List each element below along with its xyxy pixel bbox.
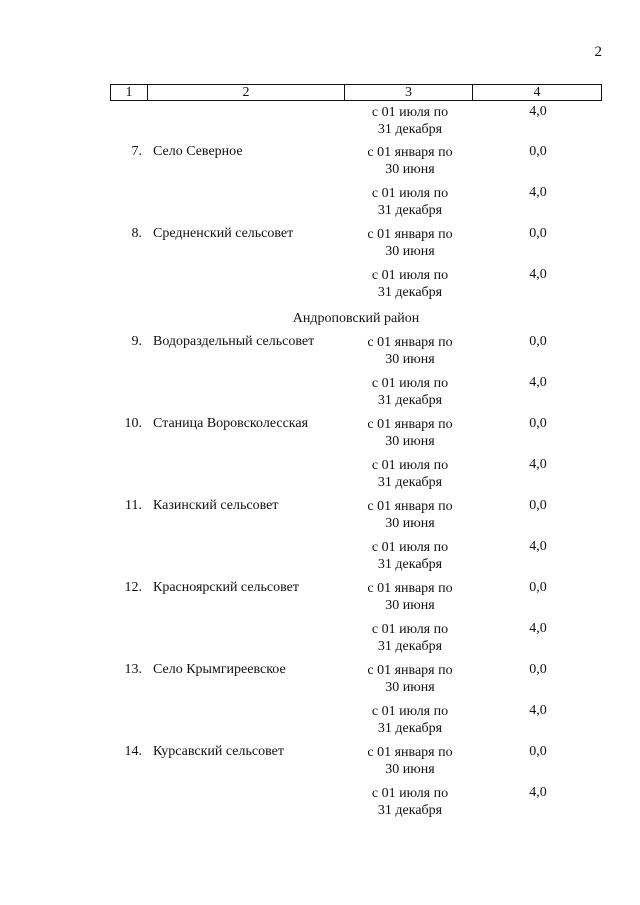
period-line-1: с 01 июля по xyxy=(371,622,449,637)
table-row xyxy=(0,742,640,783)
header-col-3: 3 xyxy=(345,85,473,100)
rate-value: 0,0 xyxy=(529,662,547,677)
period-line-2: 31 декабря xyxy=(377,203,443,218)
period-line-2: 30 июня xyxy=(385,244,435,259)
period-line-1: с 01 января по xyxy=(367,417,453,432)
rate-value: 4,0 xyxy=(529,539,547,554)
period-cell xyxy=(346,744,474,778)
table-row xyxy=(0,183,640,224)
rate-value: 4,0 xyxy=(529,703,547,718)
period-line-2: 31 декабря xyxy=(377,721,443,736)
row-number: 13. xyxy=(124,662,142,677)
period-line-1: с 01 июля по xyxy=(371,704,449,719)
page-number: 2 xyxy=(594,44,602,60)
period-line-2: 31 декабря xyxy=(377,475,443,490)
rate-value: 0,0 xyxy=(529,334,547,349)
settlement-name: Средненский сельсовет xyxy=(153,226,294,241)
period-line-2: 31 декабря xyxy=(377,803,443,818)
row-number: 8. xyxy=(131,226,142,241)
period-line-2: 30 июня xyxy=(385,516,435,531)
period-cell xyxy=(346,104,474,138)
period-line-1: с 01 июля по xyxy=(371,376,449,391)
period-line-1: с 01 июля по xyxy=(371,105,449,120)
row-number: 7. xyxy=(131,144,142,159)
period-line-1: с 01 июля по xyxy=(371,186,449,201)
table-row xyxy=(0,660,640,701)
rate-value: 0,0 xyxy=(529,226,547,241)
table-row xyxy=(0,224,640,265)
table-header xyxy=(110,84,602,101)
rate-value: 0,0 xyxy=(529,144,547,159)
period-line-2: 30 июня xyxy=(385,598,435,613)
period-cell xyxy=(346,703,474,737)
row-number: 11. xyxy=(125,498,142,513)
settlement-name: Казинский сельсовет xyxy=(153,498,279,513)
rate-value: 0,0 xyxy=(529,416,547,431)
row-number: 10. xyxy=(124,416,142,431)
table-row xyxy=(0,496,640,537)
table-row xyxy=(0,619,640,660)
period-cell xyxy=(346,144,474,178)
table-row xyxy=(0,783,640,824)
period-cell xyxy=(346,621,474,655)
period-line-1: с 01 января по xyxy=(367,335,453,350)
table-row xyxy=(0,373,640,414)
period-line-1: с 01 января по xyxy=(367,145,453,160)
table-body xyxy=(0,102,640,824)
period-line-1: с 01 января по xyxy=(367,581,453,596)
table-row xyxy=(0,578,640,619)
settlement-name: Красноярский сельсовет xyxy=(153,580,299,595)
period-cell xyxy=(346,375,474,409)
period-line-1: с 01 июля по xyxy=(371,268,449,283)
table-row xyxy=(0,102,640,142)
period-line-2: 30 июня xyxy=(385,762,435,777)
table-row xyxy=(0,142,640,183)
row-number: 9. xyxy=(131,334,142,349)
rate-value: 0,0 xyxy=(529,744,547,759)
period-cell xyxy=(346,457,474,491)
header-col-2: 2 xyxy=(148,85,345,100)
period-cell xyxy=(346,785,474,819)
period-cell xyxy=(346,580,474,614)
settlement-name: Водораздельный сельсовет xyxy=(153,334,315,349)
settlement-name: Станица Воровсколесская xyxy=(153,416,309,431)
rate-value: 4,0 xyxy=(529,267,547,282)
period-line-2: 31 декабря xyxy=(377,639,443,654)
rate-value: 4,0 xyxy=(529,185,547,200)
table-row xyxy=(0,414,640,455)
period-line-2: 31 декабря xyxy=(377,393,443,408)
header-col-1: 1 xyxy=(111,85,148,100)
period-cell xyxy=(346,539,474,573)
rate-value: 0,0 xyxy=(529,498,547,513)
period-cell xyxy=(346,498,474,532)
period-line-1: с 01 января по xyxy=(367,745,453,760)
header-col-4: 4 xyxy=(533,85,541,100)
rate-value: 4,0 xyxy=(529,621,547,636)
period-line-2: 31 декабря xyxy=(377,557,443,572)
period-line-1: с 01 января по xyxy=(367,499,453,514)
period-line-2: 30 июня xyxy=(385,680,435,695)
table-row xyxy=(0,701,640,742)
period-line-1: с 01 июля по xyxy=(371,540,449,555)
period-line-2: 30 июня xyxy=(385,352,435,367)
period-line-2: 30 июня xyxy=(385,434,435,449)
rate-value: 4,0 xyxy=(529,457,547,472)
period-line-2: 31 декабря xyxy=(377,285,443,300)
period-line-1: с 01 июля по xyxy=(371,458,449,473)
period-cell xyxy=(346,662,474,696)
row-number: 14. xyxy=(124,744,142,759)
period-cell xyxy=(346,416,474,450)
table-row xyxy=(0,265,640,306)
rate-value: 4,0 xyxy=(529,375,547,390)
settlement-name: Курсавский сельсовет xyxy=(153,744,284,759)
period-cell xyxy=(346,185,474,219)
period-line-2: 30 июня xyxy=(385,162,435,177)
period-line-1: с 01 января по xyxy=(367,227,453,242)
table-row xyxy=(0,537,640,578)
period-line-2: 31 декабря xyxy=(377,122,443,137)
row-number: 12. xyxy=(124,580,142,595)
district-heading: Андроповский район xyxy=(292,311,420,326)
settlement-name: Село Северное xyxy=(153,144,243,159)
table-row xyxy=(0,332,640,373)
rate-value: 4,0 xyxy=(529,104,547,119)
period-line-1: с 01 января по xyxy=(367,663,453,678)
period-cell xyxy=(346,267,474,301)
period-cell xyxy=(346,226,474,260)
period-line-1: с 01 июля по xyxy=(371,786,449,801)
rate-value: 4,0 xyxy=(529,785,547,800)
table-row xyxy=(0,455,640,496)
period-cell xyxy=(346,334,474,368)
settlement-name: Село Крымгиреевское xyxy=(153,662,286,677)
rate-value: 0,0 xyxy=(529,580,547,595)
